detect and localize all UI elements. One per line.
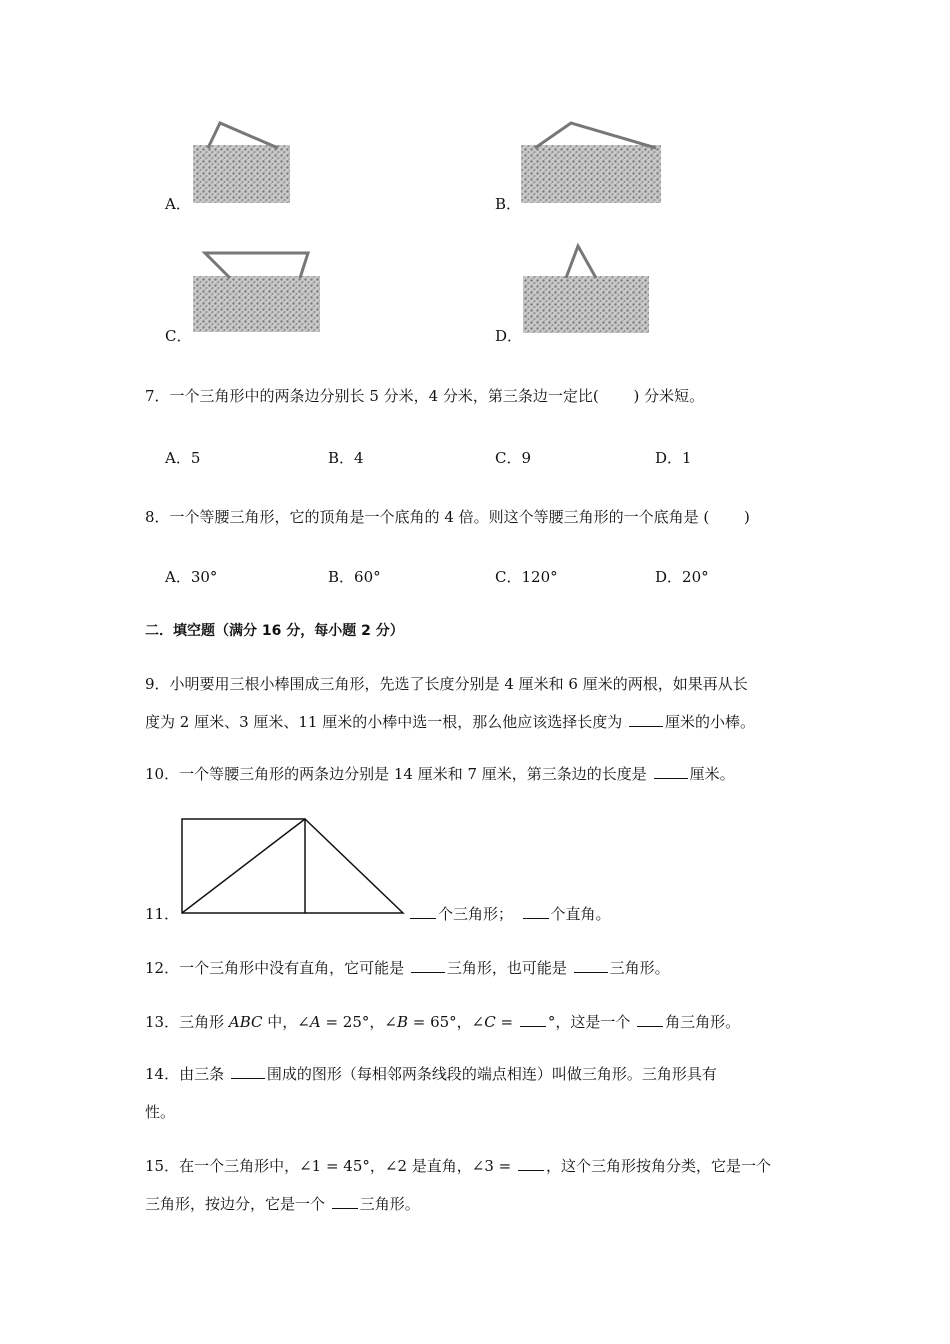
- q15-line1-b: ，这个三角形按角分类，它是一个: [546, 1157, 772, 1175]
- q10-text-a: 10．一个等腰三角形的两条边分别是 14 厘米和 7 厘米，第三条边的长度是: [145, 765, 652, 783]
- q11-text: [408, 903, 611, 924]
- q13-text: [145, 1011, 740, 1032]
- option-a-figure: [190, 118, 295, 208]
- q13-b-val: = 65°，∠: [407, 1013, 485, 1031]
- q15-line2: [145, 1193, 420, 1214]
- q12-text-a: 12．一个三角形中没有直角，它可能是: [145, 959, 409, 977]
- q13-text-d: 角三角形。: [665, 1013, 741, 1031]
- option-b-figure: [518, 118, 668, 208]
- option-b-label: B．: [495, 195, 522, 213]
- q8-option-a[interactable]: A．30°: [165, 568, 218, 586]
- q13-a-val: = 25°，∠: [320, 1013, 397, 1031]
- q12-text: [145, 957, 670, 978]
- q13-text-c: °，这是一个: [547, 1013, 636, 1031]
- q7-option-b[interactable]: B．4: [328, 449, 364, 467]
- q12-blank-1[interactable]: [411, 958, 445, 973]
- option-d-label: D．: [495, 327, 523, 345]
- q13-blank-2[interactable]: [637, 1012, 663, 1027]
- q8-text: 8．一个等腰三角形，它的顶角是一个底角的 4 倍。则这个等腰三角形的一个底角是 ( ): [145, 508, 750, 526]
- q15-line2-b: 三角形。: [359, 1195, 420, 1213]
- stippled-block: [193, 145, 290, 203]
- q9-answer-blank[interactable]: [629, 712, 663, 727]
- q8-option-b[interactable]: B．60°: [328, 568, 381, 586]
- q7-option-c[interactable]: C．9: [495, 449, 532, 467]
- q15-blank-2[interactable]: [332, 1194, 358, 1209]
- q11-part1: 个三角形；: [438, 905, 506, 923]
- option-a-label: A．: [165, 195, 191, 213]
- q14-blank[interactable]: [231, 1064, 265, 1079]
- q14-line1-a: 14．由三条: [145, 1065, 229, 1083]
- stippled-block: [193, 276, 320, 332]
- section-title: 二．填空题（满分 16 分，每小题 2 分）: [145, 623, 404, 639]
- bent-stick: [208, 123, 278, 148]
- q12-text-b: 三角形，也可能是: [446, 959, 572, 977]
- q8-option-c[interactable]: C．120°: [495, 568, 558, 586]
- right-triangle-shape: [305, 819, 403, 913]
- q15-line1: [145, 1155, 771, 1176]
- q13-c-val: =: [495, 1013, 518, 1031]
- bent-stick: [535, 123, 656, 148]
- q13-abc: ABC: [228, 1013, 263, 1031]
- q9-line1: 9．小明要用三根小棒围成三角形，先选了长度分别是 4 厘米和 6 厘米的两根，如果再从长: [145, 675, 748, 693]
- q15-blank-1[interactable]: [518, 1156, 544, 1171]
- stippled-block: [523, 276, 649, 333]
- q11-part2: 个直角。: [550, 905, 611, 923]
- option-c-figure: [190, 248, 325, 338]
- q11-number: 11．: [145, 905, 180, 923]
- q9-line2-b: 厘米的小棒。: [665, 713, 756, 731]
- bent-stick: [566, 246, 596, 278]
- q12-text-c: 三角形。: [609, 959, 670, 977]
- q14-line1: [145, 1063, 717, 1084]
- q11-blank-1[interactable]: [410, 904, 436, 919]
- diagonal-line: [182, 819, 305, 913]
- q14-line1-b: 围成的图形（每相邻两条线段的端点相连）叫做三角形。三角形具有: [266, 1065, 717, 1083]
- q13-text-b: 中，∠: [262, 1013, 310, 1031]
- q13-text-a: 13．三角形: [145, 1013, 229, 1031]
- q15-line2-a: 三角形，按边分，它是一个: [145, 1195, 330, 1213]
- q11-figure: [178, 816, 408, 916]
- q11-blank-2[interactable]: [523, 904, 549, 919]
- q7-text: 7．一个三角形中的两条边分别长 5 分米，4 分米，第三条边一定比( ) 分米短。: [145, 387, 705, 405]
- q13-blank-1[interactable]: [520, 1012, 546, 1027]
- q7-option-d[interactable]: D．1: [655, 449, 692, 467]
- q10-text-b: 厘米。: [689, 765, 735, 783]
- q13-angle-b: B: [396, 1013, 408, 1031]
- q14-line2: 性。: [145, 1103, 176, 1121]
- q10-text: [145, 763, 735, 784]
- q9-line2-a: 度为 2 厘米、3 厘米、11 厘米的小棒中选一根，那么他应该选择长度为: [145, 713, 628, 731]
- q15-line1-a: 15．在一个三角形中，∠1 = 45°，∠2 是直角，∠3 =: [145, 1157, 516, 1175]
- q7-option-a[interactable]: A．5: [165, 449, 201, 467]
- q8-option-d[interactable]: D．20°: [655, 568, 709, 586]
- bent-stick: [205, 253, 308, 278]
- stippled-block: [521, 145, 661, 203]
- q13-angle-c: C: [484, 1013, 496, 1031]
- q10-answer-blank[interactable]: [654, 764, 688, 779]
- option-d-figure: [518, 243, 653, 338]
- q12-blank-2[interactable]: [574, 958, 608, 973]
- option-c-label: C．: [165, 327, 192, 345]
- q9-line2: [145, 711, 755, 732]
- q13-angle-a: A: [309, 1013, 321, 1031]
